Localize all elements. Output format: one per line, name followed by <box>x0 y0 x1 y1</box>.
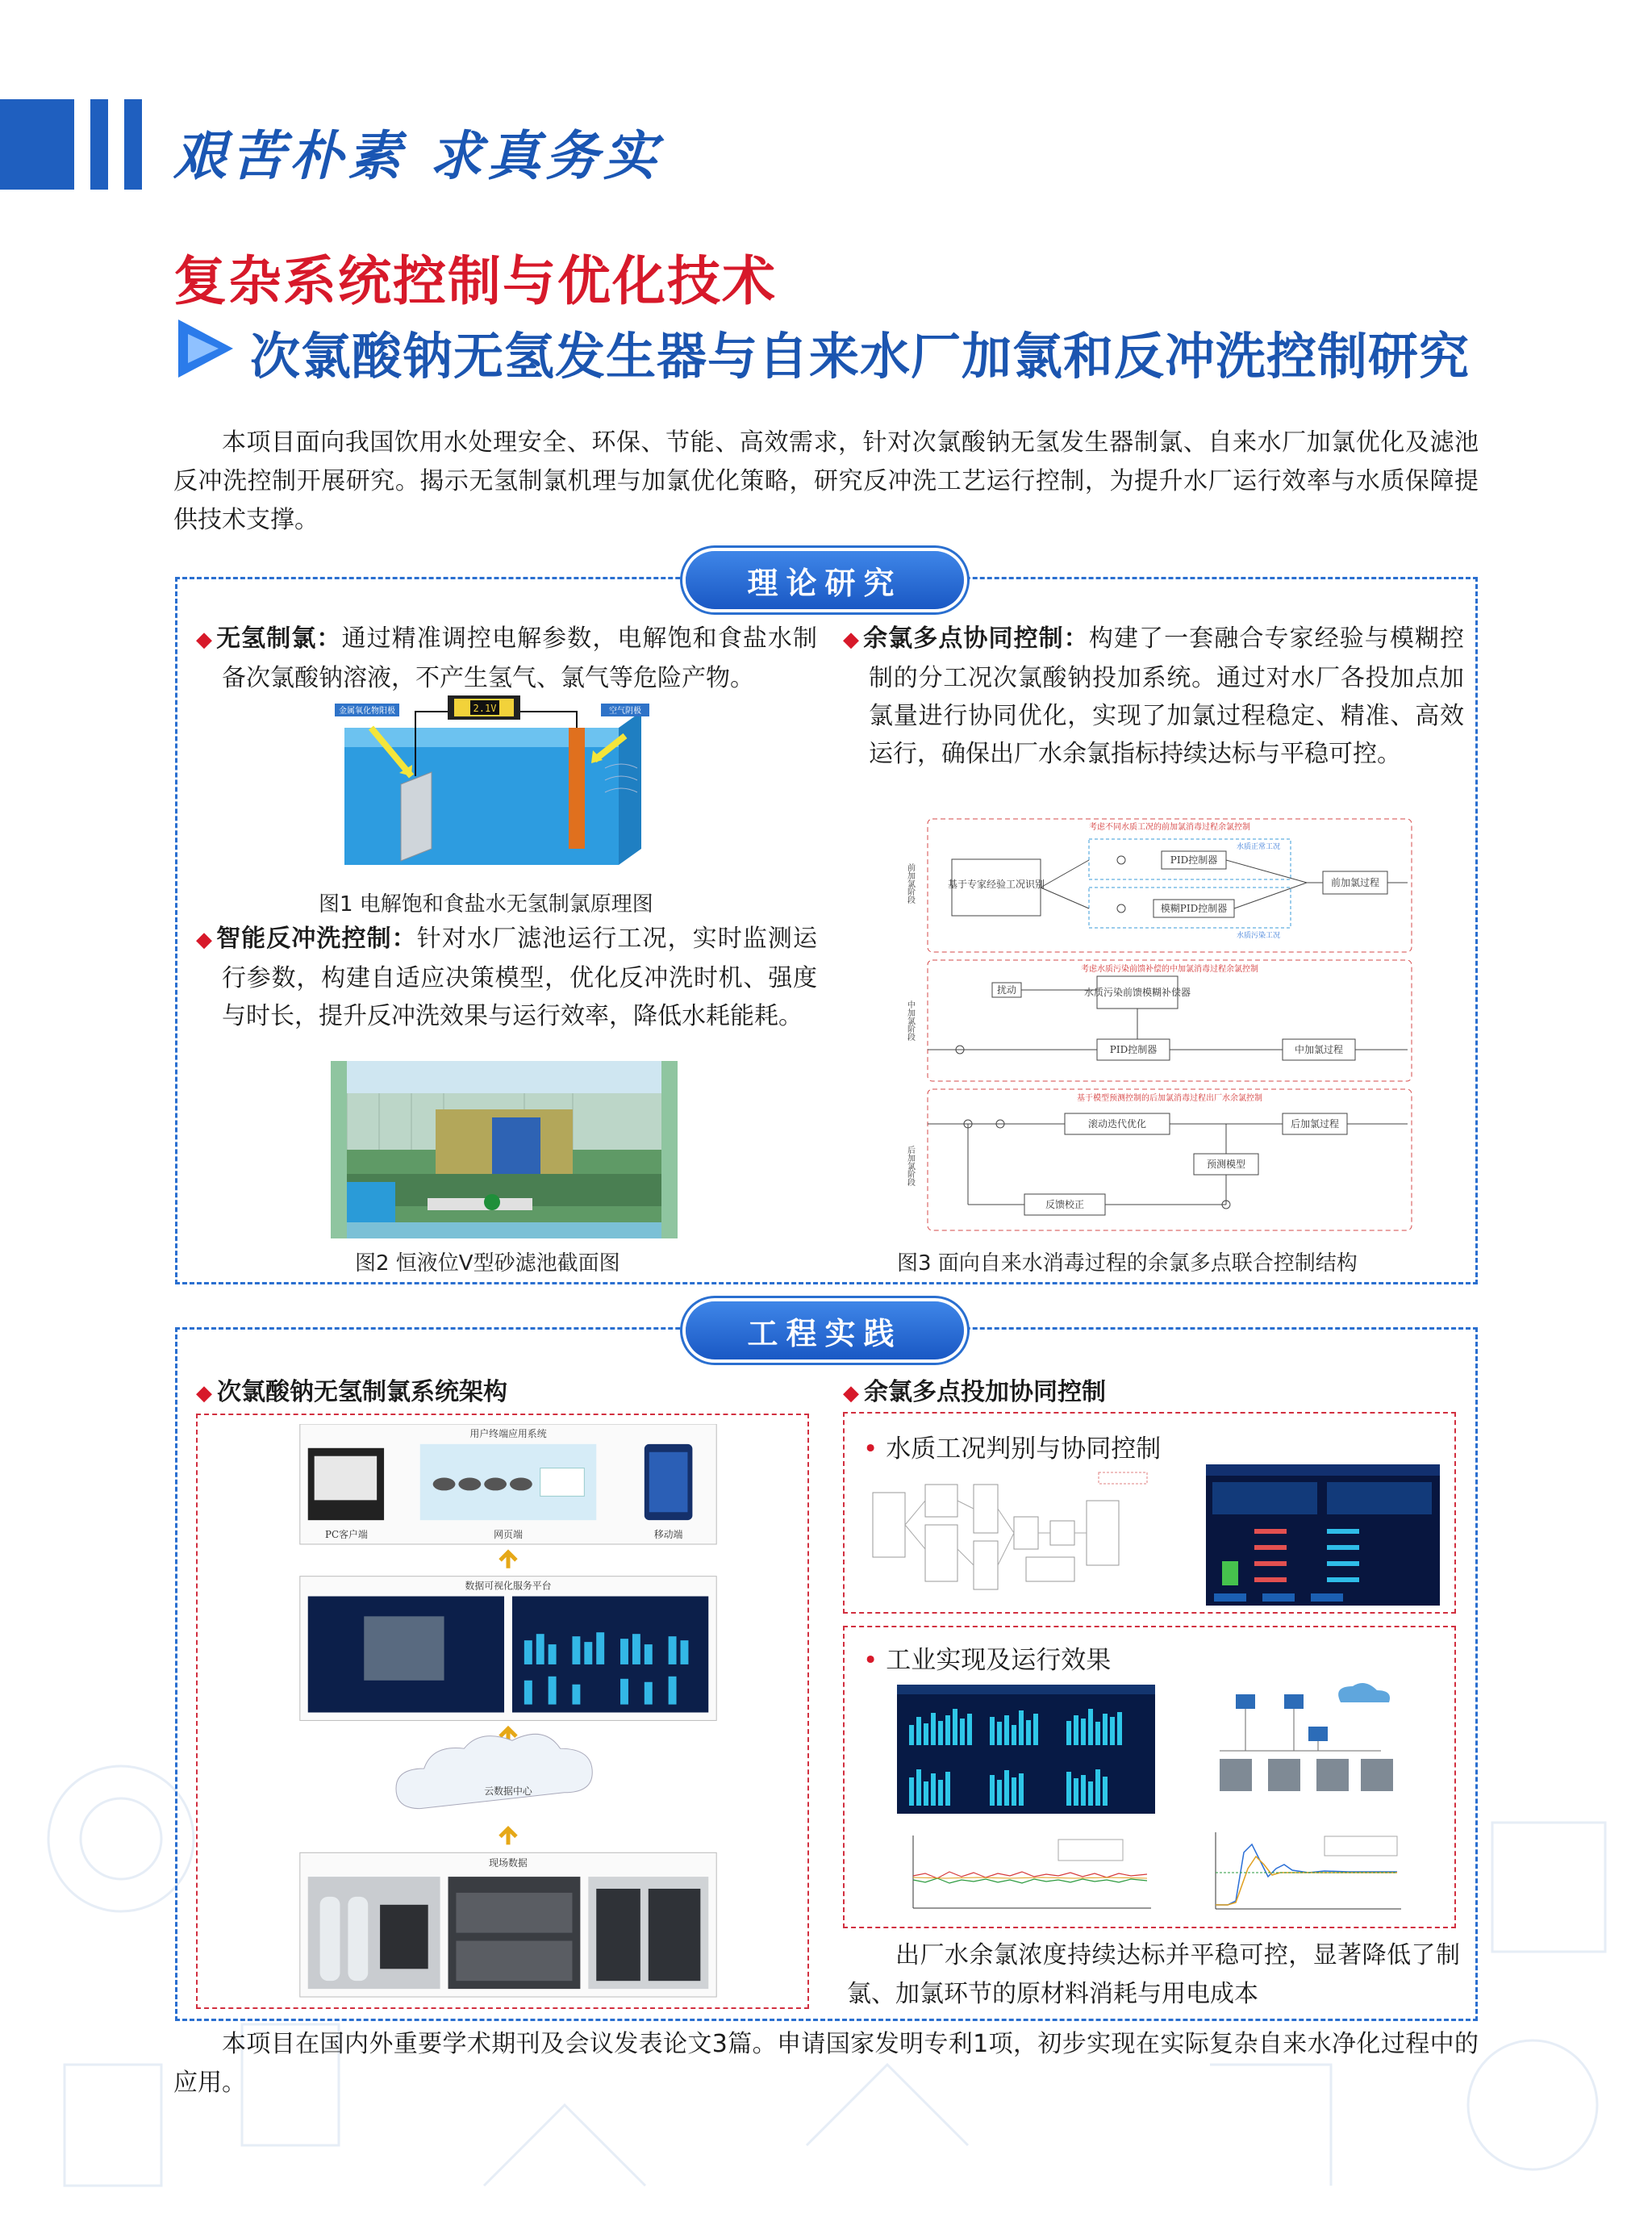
water-quality-title <box>863 1428 1161 1464</box>
normal-condition-label: 水质正常工况 <box>1236 843 1281 851</box>
v-filter-cross-section-image <box>331 1061 678 1238</box>
control-response-chart <box>1204 1825 1405 1920</box>
fig3-box3-title: 基于模型预测控制的后加氯消毒过程出厂水余氯控制 <box>1077 1094 1262 1103</box>
stage-post-label: 后加氯阶段 <box>905 1146 915 1186</box>
dosing-control-screen-image <box>1206 1464 1440 1606</box>
condition-flowchart-image <box>857 1468 1155 1597</box>
outro-paragraph: 本项目在国内外重要学术期刊及会议发表论文3篇。申请国家发明专利1项，初步实现在实际复杂自来水净化过程中的应用。 <box>173 2030 1479 2097</box>
figure3-caption: 图3 面向自来水消毒过程的余氯多点联合控制结构 <box>897 1251 1358 1276</box>
post-process-block: 后加氯过程 <box>1290 1118 1340 1130</box>
anode-label: 金属氧化物阳极 <box>339 707 395 716</box>
theory-item-hydrogen-free <box>196 620 817 697</box>
pre-process-block: 前加氯过程 <box>1330 877 1380 888</box>
pid-block-1: PID控制器 <box>1170 854 1218 866</box>
cloud-center-label: 云数据中心 <box>484 1785 532 1797</box>
item-head: 余氯多点协同控制： <box>863 624 1089 653</box>
multi-point-control-structure-diagram <box>903 815 1420 1234</box>
fig3-box1-title: 考虑不同水质工况的前加氯消毒过程余氯控制 <box>1089 823 1250 832</box>
rolling-optimization-block: 滚动迭代优化 <box>1087 1118 1147 1130</box>
bullet-dot: • <box>863 1435 878 1464</box>
subtitle: 次氯酸钠无氢发生器与自来水厂加氯和反冲洗控制研究 <box>250 327 1471 386</box>
mid-process-block: 中加氯过程 <box>1294 1044 1344 1055</box>
heading-text: 次氯酸钠无氢制氯系统架构 <box>217 1378 507 1406</box>
title-text: 水质工况判别与协同控制 <box>886 1435 1162 1464</box>
section-title: 复杂系统控制与优化技术 <box>173 250 777 312</box>
heading-text: 余氯多点投加协同控制 <box>864 1378 1106 1406</box>
mobile-client-label: 移动端 <box>653 1529 683 1541</box>
architecture-heading <box>196 1372 507 1407</box>
network-topology-image <box>1204 1678 1405 1815</box>
stage-pre-label: 前加氯阶段 <box>905 863 915 904</box>
diamond-icon: ◆ <box>196 628 214 652</box>
diamond-icon: ◆ <box>843 1381 859 1405</box>
voltage-readout: 2.1V <box>473 703 497 714</box>
practice-label: 工程实践 <box>686 1301 964 1359</box>
prediction-model-block: 预测模型 <box>1206 1159 1246 1170</box>
system-architecture-diagram <box>266 1424 750 2001</box>
header-bar-thin-1 <box>90 99 108 190</box>
play-icon <box>173 316 238 381</box>
pc-client-label: PC客户端 <box>324 1529 368 1541</box>
title-text: 工业实现及运行效果 <box>886 1646 1112 1675</box>
header-bar-main <box>0 99 74 190</box>
item-head: 无氢制氯： <box>216 624 342 653</box>
item-head: 智能反冲洗控制： <box>216 925 417 953</box>
diamond-icon: ◆ <box>843 628 861 652</box>
feedback-correction-block: 反馈校正 <box>1045 1199 1085 1210</box>
figure2-caption: 图2 恒液位V型砂滤池截面图 <box>355 1251 620 1276</box>
bullet-dot: • <box>863 1646 878 1675</box>
motto: 艰苦朴素 求真务实 <box>173 124 661 187</box>
stage-mid-label: 中加氯阶段 <box>905 1000 915 1041</box>
terminal-layer-title: 用户终端应用系统 <box>469 1427 547 1439</box>
field-layer-title: 现场数据 <box>489 1857 528 1869</box>
diamond-icon: ◆ <box>196 928 214 952</box>
item-body: 通过精准调控电解参数，电解饱和食盐水制备次氯酸钠溶液，不产生氢气、氯气等危险产物。 <box>222 624 818 692</box>
theory-label: 理论研究 <box>686 551 964 609</box>
item-body: 针对水厂滤池运行工况，实时监测运行参数，构建自适应决策模型，优化反冲洗时机、强度与时长，提升反冲洗效果与运行效率，降低水耗能耗。 <box>222 925 818 1030</box>
fig3-box2-title: 考虑水质污染前馈补偿的中加氯消毒过程余氯控制 <box>1081 965 1258 974</box>
expert-block: 基于专家经验工况识别 <box>947 879 1045 890</box>
cathode-label: 空气阴极 <box>609 707 641 716</box>
production-dashboard-image <box>897 1685 1155 1814</box>
diamond-icon: ◆ <box>196 1381 212 1405</box>
polluted-condition-label: 水质污染工况 <box>1236 932 1281 940</box>
residual-chlorine-trend-chart <box>897 1831 1155 1920</box>
header-bar-thin-2 <box>124 99 142 190</box>
web-client-label: 网页端 <box>494 1529 523 1541</box>
effect-paragraph: 出厂水余氯浓度持续达标并平稳可控，显著降低了制氯、加氯环节的原材料消耗与用电成本 <box>847 1941 1460 2008</box>
figure1-caption: 图1 电解饱和食盐水无氢制氯原理图 <box>319 892 653 917</box>
theory-item-residual-chlorine <box>843 620 1464 773</box>
industrial-results-title <box>863 1639 1111 1676</box>
feedforward-compensator-block: 水质污染前馈模糊补偿器 <box>1083 987 1191 998</box>
fuzzy-pid-block: 模糊PID控制器 <box>1160 903 1228 914</box>
platform-layer-title: 数据可视化服务平台 <box>465 1580 552 1592</box>
item-body: 构建了一套融合专家经验与模糊控制的分工况次氯酸钠投加系统。通过对水厂各投加点加氯量进行协同优化，实现了加氯过程稳定、精准、高效运行，确保出厂水余氯指标持续达标与平稳可控。 <box>869 624 1465 768</box>
multi-point-dosing-heading <box>843 1372 1106 1407</box>
theory-item-backwash <box>196 920 817 1035</box>
intro-paragraph: 本项目面向我国饮用水处理安全、环保、节能、高效需求，针对次氯酸钠无氢发生器制氯、自来水厂加氯优化及滤池反冲洗控制开展研究。揭示无氢制氯机理与加氯优化策略，研究反冲洗工艺运行控制，为提升水厂运行效率与水质保障提供技术支撑。 <box>173 428 1479 534</box>
electrolysis-diagram <box>335 695 657 873</box>
disturb-block-1: 扰动 <box>996 984 1017 996</box>
pid-block-2: PID控制器 <box>1109 1044 1158 1055</box>
